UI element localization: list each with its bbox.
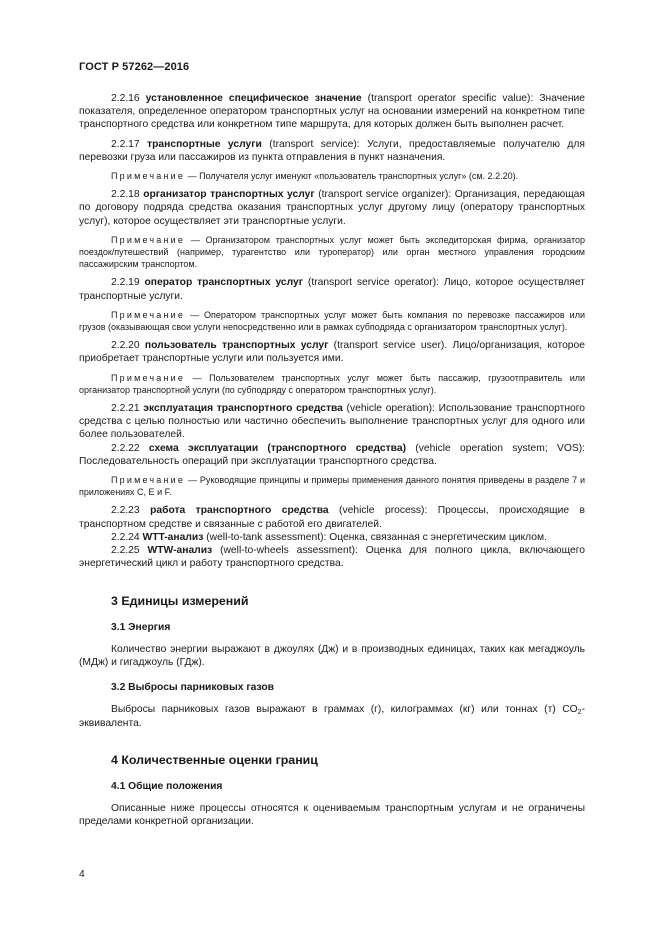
term: схема эксплуатации (транспортного средства): [148, 442, 407, 454]
section-3-heading: 3 Единицы измерений: [111, 593, 249, 608]
term: эксплуатация транспортного средства: [143, 403, 343, 415]
term: транспортные услуги: [147, 138, 262, 150]
definition-2-2-17: 2.2.17 транспортные услуги (transport service): Услуги, предоставляемые получателю для перевозки груза или пассажиров из пункта отправления в пункт назначения.: [79, 138, 585, 163]
term: WTT-анализ: [142, 531, 204, 543]
page-content: [79, 92, 585, 828]
definition-2-2-20: 2.2.20 пользователь транспортных услуг (transport service user). Лицо/организация, которое приобретает транспортные услуги или пользуется ими.: [79, 340, 585, 365]
definition-2-2-16: 2.2.16 установленное специфическое значение (transport operator specific value): Значение показателя, определенное оператором транспортных услуг на основании измерений на конкретном типе транспортного средства или конкретном типе маршрута, для которых должен быть выполнен расчет.: [79, 93, 585, 131]
page-number: 4: [79, 869, 85, 880]
term: пользователь транспортных услуг: [144, 340, 329, 352]
section-3-1-text: Количество энергии выражают в джоулях (Дж) и в производных единицах, таких как мегаджоуль (МДж) и гигаджоуль (ГДж).: [79, 643, 585, 668]
definition-2-2-18: 2.2.18 организатор транспортных услуг (transport service organizer): Организация, передающая по договору подряда средства оказания транспортных услуг другому лицу (оператору транспортных услуг), которое осуществляет эти транспортные услуги.: [79, 189, 585, 227]
standard-header: ГОСТ Р 57262—2016: [79, 61, 190, 73]
section-4-heading: 4 Количественные оценки границ: [111, 752, 318, 767]
term: работа транспортного средства: [150, 505, 329, 517]
section-4-1-text: Описанные ниже процессы относятся к оцениваемым транспортным услугам и не ограничены пределами конкретной организации.: [79, 802, 585, 828]
section-3-2-text: Выбросы парниковых газов выражают в граммах (г), килограммах (кг) или тоннах (т) $CO_2$-эквивалента.: [79, 704, 585, 729]
section-3-1-heading: 3.1 Энергия: [111, 621, 171, 633]
section-4-1-heading: 4.1 Общие положения: [111, 780, 223, 792]
term: WTW-анализ: [147, 545, 213, 557]
definition-2-2-23: 2.2.23 работа транспортного средства (vehicle process): Процессы, происходящие в транспортном средстве и связанные с работой его двигателей.: [79, 505, 585, 530]
definition-2-2-24: 2.2.24 WTT-анализ (well-to-tank assessment): Оценка, связанная с энергетическим циклом.: [111, 531, 547, 543]
term: установленное специфическое значение: [145, 93, 362, 104]
section-3-2-heading: 3.2 Выбросы парниковых газов: [111, 682, 275, 694]
definition-2-2-25: 2.2.25 WTW-анализ (well-to-wheels assessment): Оценка для полного цикла, включающего энергетический цикл и работу транспортного средства.: [79, 545, 585, 570]
term: оператор транспортных услуг: [144, 277, 304, 289]
note: Примечание — Получателя услуг именуют «пользователь транспортных услуг» (см. 2.2.20).: [111, 171, 519, 182]
definition-2-2-21: 2.2.21 эксплуатация транспортного средства (vehicle operation): Использование транспортного средства с целью полностью или частично обеспечить выполнение транспортных услуг для одного или более пользователей.: [79, 403, 585, 441]
note: Примечание — Организатором транспортных услуг может быть экспедиторская фирма, организатор поездок/путешествий (например, турагентство или туроператор) или орган местного управления городским пассажирским транспортом.: [79, 234, 585, 270]
note: Примечание — Пользователем транспортных услуг может быть пассажир, грузоотправитель или организатор транспортной услуги (по субподряду с оператором транспортных услуг).: [79, 372, 585, 395]
definition-2-2-19: 2.2.19 оператор транспортных услуг (transport service operator): Лицо, которое осуществляет транспортные услуги.: [79, 277, 585, 302]
definition-2-2-22: 2.2.22 схема эксплуатации (транспортного средства) (vehicle operation system; VOS): Последовательность операций при эксплуатации транспортного средства.: [79, 442, 585, 467]
note: Примечание — Руководящие принципы и примеры применения данного понятия приведены в разделе 7 и приложениях С, Е и F.: [79, 475, 585, 498]
note: Примечание — Оператором транспортных услуг может быть компания по перевозке пассажиров или грузов (оказывающая свои услуги непосредственно или в рамках субподряда с организатором транспортных услуг).: [79, 309, 585, 333]
term: организатор транспортных услуг: [143, 189, 315, 201]
